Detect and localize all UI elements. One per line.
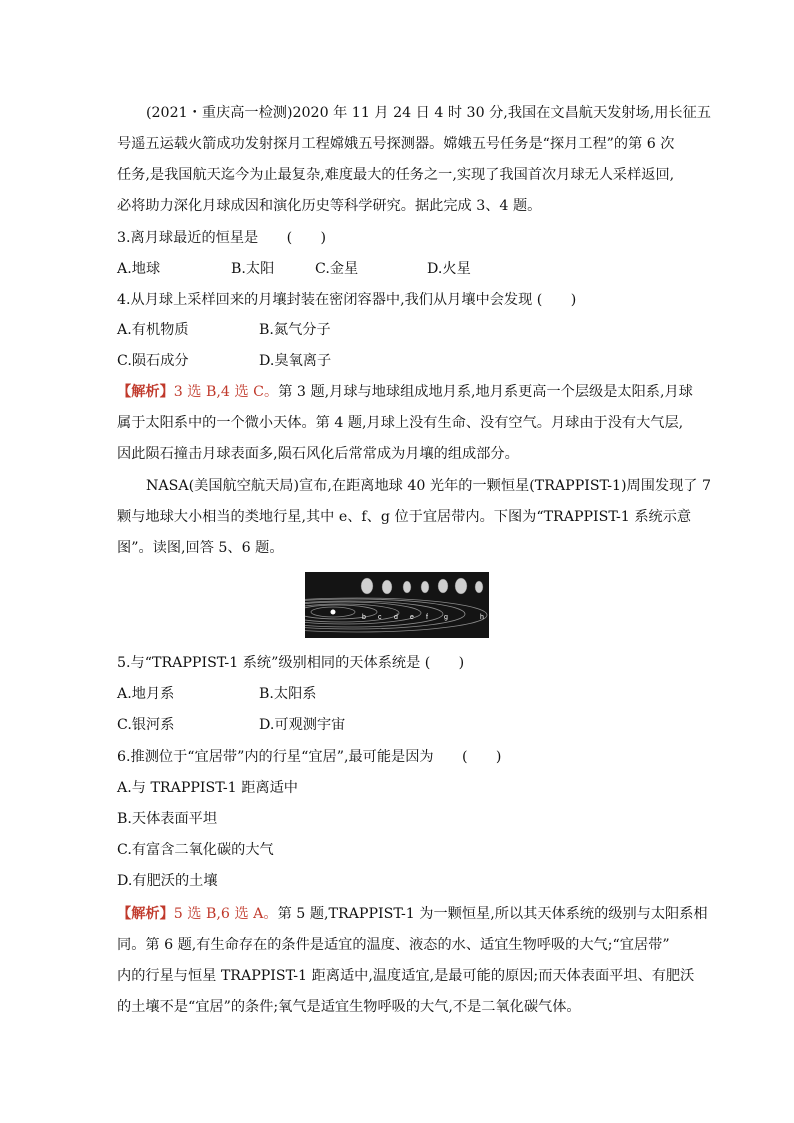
passage2-line3: 图”。读图,回答 5、6 题。 [117,540,284,556]
planet-d [403,581,411,593]
analysis2-line4: 的土壤不是“宜居”的条件;氧气是适宜生物呼吸的大气,不是二氧化碳气体。 [117,999,581,1015]
q3-option-b: B.太阳 [231,261,275,277]
analysis-answer: 3 选 B,4 选 C。 [173,384,279,400]
planet-g [455,578,467,594]
q6-option-d: D.有肥沃的土壤 [117,873,218,889]
q5-option-d: D.可观测宇宙 [259,717,346,733]
planet-label: d [394,614,398,621]
q4-option-a: A.有机物质 [117,322,189,338]
q4-option-c: C.陨石成分 [117,353,189,369]
passage2-line1: NASA(美国航空航天局)宣布,在距离地球 40 光年的一颗恒星(TRAPPIST-1)周围发现了 7 [146,478,712,494]
passage1-line2: 号遥五运载火箭成功发射探月工程嫦娥五号探测器。嫦娥五号任务是“探月工程”的第 6 次 [117,136,675,152]
planet-e [421,581,429,593]
planet-label: g [444,614,448,621]
analysis-text: 第 5 题,TRAPPIST-1 为一颗恒星,所以其天体系统的级别与太阳系相 [277,906,708,922]
analysis1-line1 [117,382,693,402]
planet-f [438,579,448,593]
trappist-1-system-figure [305,572,489,638]
q4-stem: 4.从月球上采样回来的月壤封装在密闭容器中,我们从月壤中会发现 ( ) [117,292,577,308]
q3-option-d: D.火星 [427,261,471,277]
analysis-tag: 【解析】 [117,906,174,922]
q3-option-c: C.金星 [315,261,359,277]
analysis-text: 第 3 题,月球与地球组成地月系,地月系更高一个层级是太阳系,月球 [278,384,693,400]
passage1-line3: 任务,是我国航天迄今为止最复杂,难度最大的任务之一,实现了我国首次月球无人采样返回, [117,167,675,183]
passage2-line2: 颗与地球大小相当的类地行星,其中 e、f、g 位于宜居带内。下图为“TRAPPIST-1 系统示意 [117,509,692,525]
planet-label: e [410,614,414,621]
analysis-answer: 5 选 B,6 选 A。 [173,906,278,922]
q4-option-b: B.氮气分子 [259,322,331,338]
q6-option-c: C.有富含二氧化碳的大气 [117,842,274,858]
q6-stem: 6.推测位于“宜居带”内的行星“宜居”,最可能是因为 ( ) [117,749,502,765]
q4-option-d: D.臭氧离子 [259,353,332,369]
q5-option-a: A.地月系 [117,686,175,702]
planet-label: h [480,614,484,621]
q5-option-c: C.银河系 [117,717,175,733]
planet-label: b [362,614,366,621]
planet-b [361,578,373,594]
analysis1-line2: 属于太阳系中的一个微小天体。第 4 题,月球上没有生命、没有空气。月球由于没有大气层, [117,415,684,431]
q3-stem: 3.离月球最近的恒星是 ( ) [117,230,327,246]
planet-label: c [378,614,382,621]
planet-h [475,581,483,593]
analysis2-line3: 内的行星与恒星 TRAPPIST-1 距离适中,温度适宜,是最可能的原因;而天体表面平坦、有肥沃 [117,968,695,984]
q6-option-a: A.与 TRAPPIST-1 距离适中 [117,780,298,796]
planet-c [382,580,392,594]
analysis2-line1 [117,904,708,924]
analysis-tag: 【解析】 [117,384,174,400]
star-trappist-1 [331,610,336,615]
q5-option-b: B.太阳系 [259,686,317,702]
analysis1-line3: 因此陨石撞击月球表面多,陨石风化后常常成为月壤的组成部分。 [117,446,519,462]
q6-option-b: B.天体表面平坦 [117,811,218,827]
planet-label: f [426,614,428,621]
q3-option-a: A.地球 [117,261,161,277]
analysis2-line2: 同。第 6 题,有生命存在的条件是适宜的温度、液态的水、适宜生物呼吸的大气;“宜居带” [117,937,670,953]
q5-stem: 5.与“TRAPPIST-1 系统”级别相同的天体系统是 ( ) [117,655,465,671]
passage1-line1: (2021・重庆高一检测)2020 年 11 月 24 日 4 时 30 分,我国在文昌航天发射场,用长征五 [146,105,711,121]
passage1-line4: 必将助力深化月球成因和演化历史等科学研究。据此完成 3、4 题。 [117,198,542,214]
